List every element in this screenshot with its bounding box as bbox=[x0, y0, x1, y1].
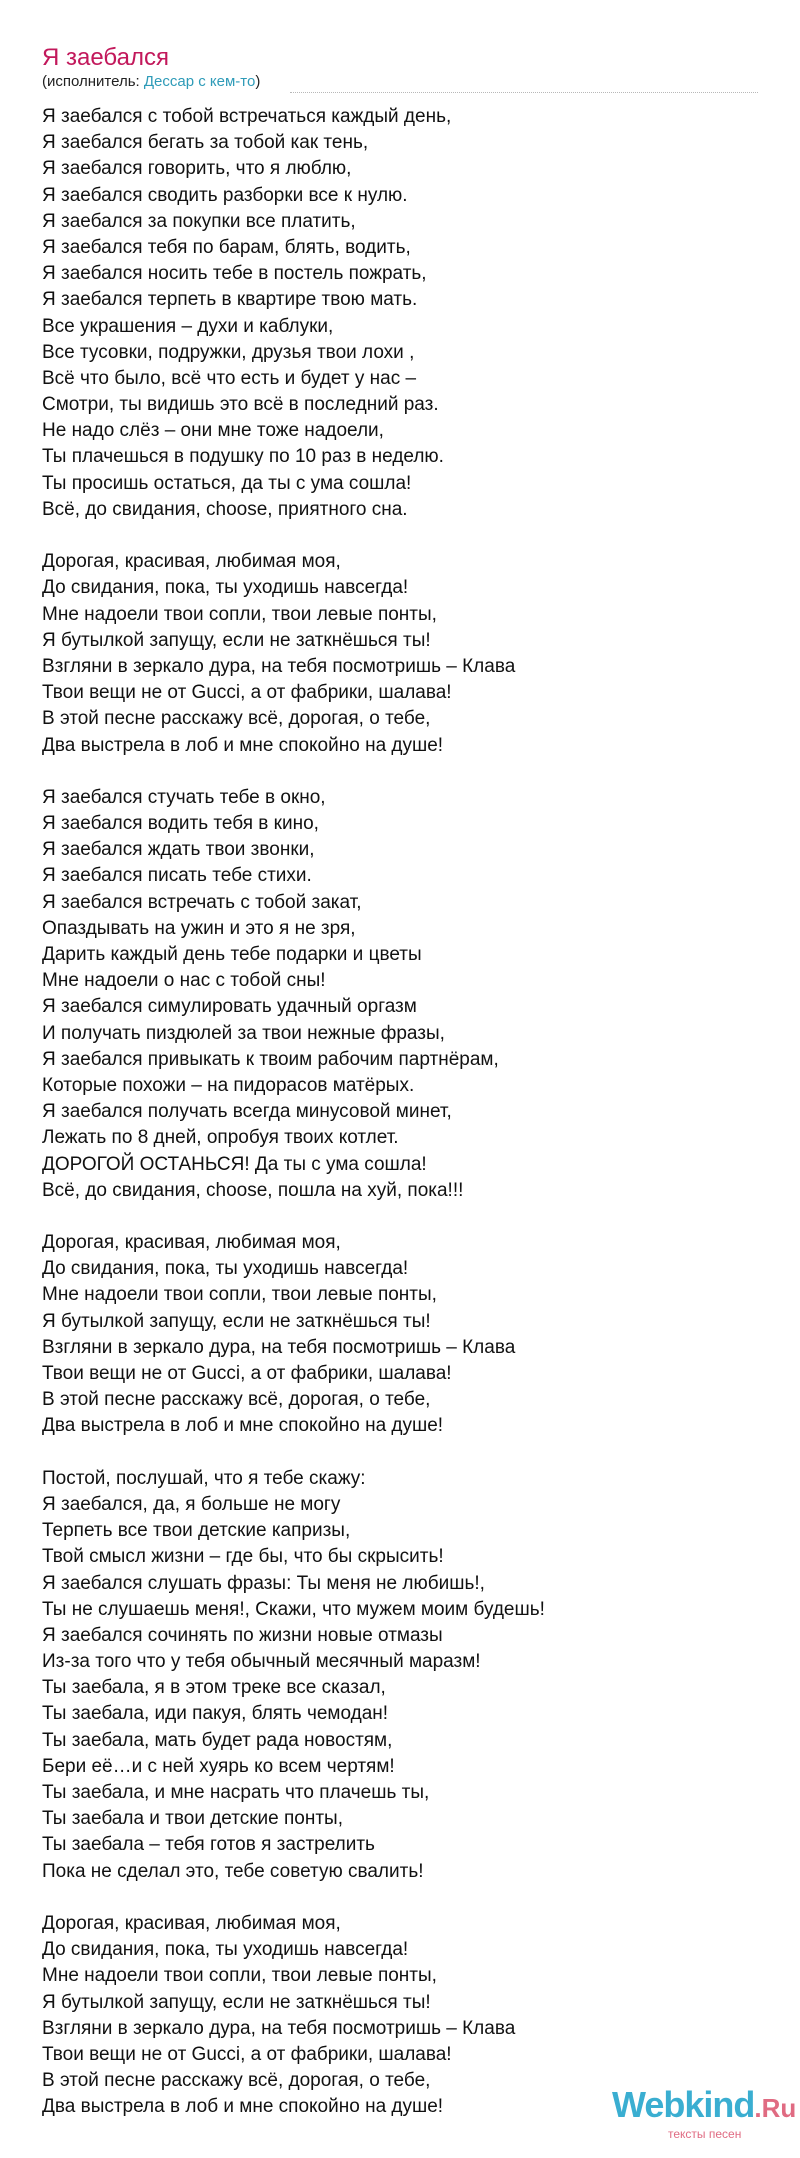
lyric-line: Два выстрела в лоб и мне спокойно на душе! bbox=[42, 734, 444, 756]
lyric-line: Я заебался носить тебе в постель пожрать, bbox=[42, 263, 427, 285]
lyric-line: Ты просишь остаться, да ты с ума сошла! bbox=[42, 472, 412, 494]
lyric-line: Я заебался бегать за тобой как тень, bbox=[42, 132, 369, 154]
performer-line bbox=[42, 72, 260, 92]
lyric-line: Лежать по 8 дней, опробуя твоих котлет. bbox=[42, 1127, 399, 1149]
lyric-line: Всё, до свидания, choose, пошла на хуй, пока!!! bbox=[42, 1179, 464, 1201]
watermark-brand bbox=[612, 2084, 797, 2127]
lyric-line: Я заебался говорить, что я люблю, bbox=[42, 158, 352, 180]
lyric-line: Дорогая, красивая, любимая моя, bbox=[42, 551, 341, 573]
watermark-tagline: тексты песен bbox=[668, 2127, 742, 2141]
lyric-line: И получать пиздюлей за твои нежные фразы, bbox=[42, 1022, 445, 1044]
lyric-line: До свидания, пока, ты уходишь навсегда! bbox=[42, 1939, 409, 1961]
lyric-line: Я заебался писать тебе стихи. bbox=[42, 865, 312, 887]
lyric-line: Из-за того что у тебя обычный месячный маразм! bbox=[42, 1651, 481, 1673]
lyric-line: В этой песне расскажу всё, дорогая, о тебе, bbox=[42, 708, 431, 730]
lyric-line: Взгляни в зеркало дура, на тебя посмотришь – Клава bbox=[42, 2017, 516, 2039]
song-title: Я заебался bbox=[42, 44, 169, 71]
lyric-line: Я бутылкой запущу, если не заткнёшься ты! bbox=[42, 1310, 431, 1332]
lyric-line: Бери её…и с ней хуярь ко всем чертям! bbox=[42, 1755, 395, 1777]
lyrics-stanza bbox=[42, 104, 742, 523]
lyrics-stanza bbox=[42, 1466, 742, 1885]
lyric-line: Я заебался привыкать к твоим рабочим партнёрам, bbox=[42, 1048, 499, 1070]
watermark-tld: .Ru bbox=[754, 2093, 797, 2123]
header-divider bbox=[290, 92, 758, 93]
performer-prefix: (исполнитель: bbox=[42, 73, 144, 90]
lyric-line: Я заебался стучать тебе в окно, bbox=[42, 786, 326, 808]
lyric-line: Ты заебала и твои детские понты, bbox=[42, 1808, 343, 1830]
lyric-line: Я заебался слушать фразы: Ты меня не любишь!, bbox=[42, 1572, 485, 1594]
lyric-line: Смотри, ты видишь это всё в последний раз. bbox=[42, 394, 439, 416]
lyrics-stanza bbox=[42, 549, 742, 759]
lyric-line: Ты заебала, мать будет рада новостям, bbox=[42, 1729, 393, 1751]
lyric-line: Дорогая, красивая, любимая моя, bbox=[42, 1232, 341, 1254]
lyric-line: Твой смысл жизни – где бы, что бы скрысить! bbox=[42, 1546, 444, 1568]
lyric-line: Я заебался симулировать удачный оргазм bbox=[42, 996, 417, 1018]
lyric-line: Ты заебала, я в этом треке все сказал, bbox=[42, 1677, 386, 1699]
lyric-line: Взгляни в зеркало дура, на тебя посмотришь – Клава bbox=[42, 655, 516, 677]
lyric-line: Я заебался за покупки все платить, bbox=[42, 210, 356, 232]
lyric-line: Терпеть все твои детские капризы, bbox=[42, 1520, 351, 1542]
watermark-logo bbox=[612, 2084, 797, 2141]
lyric-line: Два выстрела в лоб и мне спокойно на душе! bbox=[42, 1415, 444, 1437]
lyric-line: До свидания, пока, ты уходишь навсегда! bbox=[42, 577, 409, 599]
lyric-line: ДОРОГОЙ ОСТАНЬСЯ! Да ты с ума сошла! bbox=[42, 1153, 427, 1175]
lyric-line: Я заебался водить тебя в кино, bbox=[42, 813, 319, 835]
lyric-line: Все тусовки, подружки, друзья твои лохи , bbox=[42, 341, 415, 363]
lyric-line: Твои вещи не от Gucci, а от фабрики, шалава! bbox=[42, 682, 452, 704]
lyric-line: Ты не слушаешь меня!, Скажи, что мужем моим будешь! bbox=[42, 1598, 545, 1620]
lyric-line: Мне надоели твои сопли, твои левые понты, bbox=[42, 1284, 437, 1306]
lyrics-stanza bbox=[42, 785, 742, 1204]
lyric-line: Я заебался тебя по барам, блять, водить, bbox=[42, 236, 411, 258]
lyric-line: Я заебался сводить разборки все к нулю. bbox=[42, 184, 408, 206]
lyric-line: Пока не сделал это, тебе советую свалить! bbox=[42, 1860, 424, 1882]
lyric-line: Мне надоели о нас с тобой сны! bbox=[42, 970, 326, 992]
lyric-line: Ты заебала, иди пакуя, блять чемодан! bbox=[42, 1703, 389, 1725]
lyric-line: Я заебался ждать твои звонки, bbox=[42, 839, 315, 861]
lyric-line: Всё, до свидания, choose, приятного сна. bbox=[42, 498, 408, 520]
lyrics-stanza bbox=[42, 1230, 742, 1440]
lyric-line: Я заебался терпеть в квартире твою мать. bbox=[42, 289, 418, 311]
lyric-line: Ты плачешься в подушку по 10 раз в неделю. bbox=[42, 446, 444, 468]
lyric-line: Ты заебала, и мне насрать что плачешь ты, bbox=[42, 1782, 430, 1803]
lyric-line: Я заебался с тобой встречаться каждый день, bbox=[42, 106, 452, 127]
lyric-line: Которые похожи – на пидорасов матёрых. bbox=[42, 1074, 415, 1096]
lyric-line: Твои вещи не от Gucci, а от фабрики, шалава! bbox=[42, 2043, 452, 2065]
lyric-line: До свидания, пока, ты уходишь навсегда! bbox=[42, 1258, 409, 1280]
lyric-line: Я бутылкой запущу, если не заткнёшься ты! bbox=[42, 629, 431, 651]
lyric-line: В этой песне расскажу всё, дорогая, о тебе, bbox=[42, 1389, 431, 1411]
lyric-line: Дарить каждый день тебе подарки и цветы bbox=[42, 944, 422, 965]
watermark-name: Webkind bbox=[612, 2084, 755, 2125]
lyric-line: Я заебался сочинять по жизни новые отмазы bbox=[42, 1624, 443, 1646]
lyric-line: Твои вещи не от Gucci, а от фабрики, шалава! bbox=[42, 1363, 452, 1384]
performer-link[interactable]: Дессар с кем-то bbox=[143, 73, 256, 90]
lyric-line: Дорогая, красивая, любимая моя, bbox=[42, 1912, 341, 1934]
lyric-line: Я заебался, да, я больше не могу bbox=[42, 1493, 341, 1515]
lyric-line: Не надо слёз – они мне тоже надоели, bbox=[42, 420, 384, 442]
lyric-line: Два выстрела в лоб и мне спокойно на душе! bbox=[42, 2096, 444, 2118]
lyric-line: Мне надоели твои сопли, твои левые понты, bbox=[42, 603, 437, 625]
lyrics-body bbox=[42, 104, 742, 2120]
lyric-line: Я заебался получать всегда минусовой минет, bbox=[42, 1101, 452, 1123]
lyric-line: Мне надоели твои сопли, твои левые понты, bbox=[42, 1965, 437, 1987]
lyric-line: Постой, послушай, что я тебе скажу: bbox=[42, 1467, 366, 1489]
lyric-line: Опаздывать на ужин и это я не зря, bbox=[42, 917, 356, 939]
lyric-line: В этой песне расскажу всё, дорогая, о тебе, bbox=[42, 2070, 431, 2092]
performer-suffix: ) bbox=[255, 73, 261, 90]
lyric-line: Все украшения – духи и каблуки, bbox=[42, 315, 334, 337]
lyric-line: Ты заебала – тебя готов я застрелить bbox=[42, 1834, 375, 1856]
lyric-line: Всё что было, всё что есть и будет у нас – bbox=[42, 367, 417, 389]
lyric-line: Взгляни в зеркало дура, на тебя посмотришь – Клава bbox=[42, 1336, 516, 1358]
lyric-line: Я заебался встречать с тобой закат, bbox=[42, 891, 362, 913]
lyric-line: Я бутылкой запущу, если не заткнёшься ты! bbox=[42, 1991, 431, 2013]
